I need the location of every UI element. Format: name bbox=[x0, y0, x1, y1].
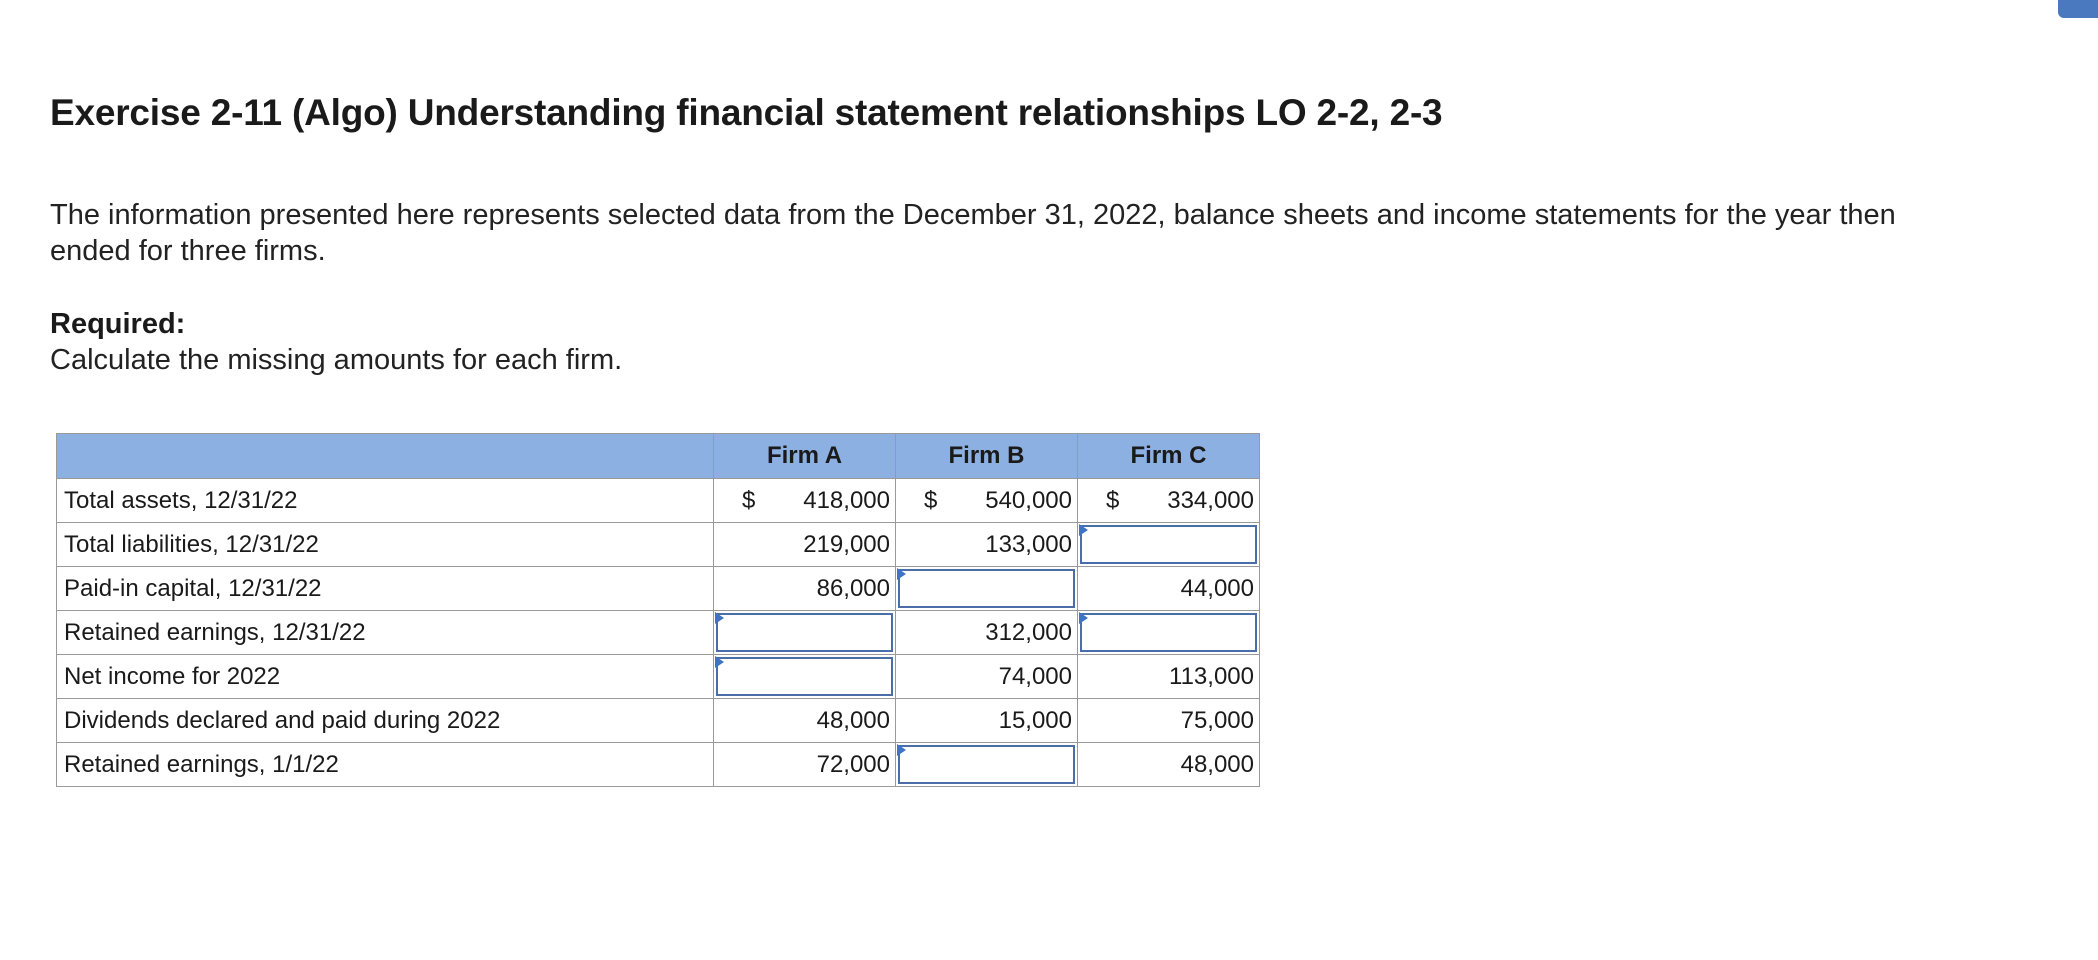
row-label: Net income for 2022 bbox=[57, 655, 714, 699]
header-firm-b: Firm B bbox=[896, 434, 1078, 479]
firm-b-retained-earnings-end: 312,000 bbox=[896, 611, 1078, 655]
firm-c-retained-earnings-end-input[interactable] bbox=[1080, 613, 1257, 652]
exercise-title: Exercise 2-11 (Algo) Understanding financial statement relationships LO 2-2, 2-3 bbox=[50, 92, 1443, 133]
firm-c-retained-earnings-end-cell bbox=[1078, 611, 1260, 655]
firm-b-total-liabilities: 133,000 bbox=[896, 523, 1078, 567]
firm-c-total-liabilities-input[interactable] bbox=[1080, 525, 1257, 564]
firm-a-dividends: 48,000 bbox=[714, 699, 896, 743]
required-text: Calculate the missing amounts for each firm. bbox=[50, 344, 623, 376]
firm-b-net-income: 74,000 bbox=[896, 655, 1078, 699]
row-label: Total liabilities, 12/31/22 bbox=[57, 523, 714, 567]
row-label: Retained earnings, 12/31/22 bbox=[57, 611, 714, 655]
firm-a-net-income-cell bbox=[714, 655, 896, 699]
required-label: Required: bbox=[50, 308, 186, 340]
financial-data-table bbox=[56, 433, 1260, 787]
intro-paragraph: The information presented here represents selected data from the December 31, 2022, balance sheets and income statements for the year then ended for three firms. bbox=[50, 199, 1896, 267]
firm-b-retained-earnings-begin-input[interactable] bbox=[898, 745, 1075, 784]
firm-b-paid-in-capital-input[interactable] bbox=[898, 569, 1075, 608]
firm-a-total-assets bbox=[714, 479, 896, 523]
table-row bbox=[57, 479, 1260, 523]
currency-symbol: $ bbox=[742, 486, 756, 514]
header-firm-c: Firm C bbox=[1078, 434, 1260, 479]
header-firm-a: Firm A bbox=[714, 434, 896, 479]
firm-c-total-assets bbox=[1078, 479, 1260, 523]
table-row bbox=[57, 699, 1260, 743]
firm-a-retained-earnings-end-input[interactable] bbox=[716, 613, 893, 652]
firm-c-total-liabilities-cell bbox=[1078, 523, 1260, 567]
table-row bbox=[57, 743, 1260, 787]
firm-b-paid-in-capital-cell bbox=[896, 567, 1078, 611]
cell-value: 418,000 bbox=[803, 486, 890, 514]
flag-icon bbox=[897, 744, 906, 756]
row-label: Retained earnings, 1/1/22 bbox=[57, 743, 714, 787]
table-row bbox=[57, 655, 1260, 699]
firm-a-retained-earnings-begin: 72,000 bbox=[714, 743, 896, 787]
table-row bbox=[57, 567, 1260, 611]
cell-value: 334,000 bbox=[1167, 486, 1254, 514]
currency-symbol: $ bbox=[1106, 486, 1120, 514]
firm-b-dividends: 15,000 bbox=[896, 699, 1078, 743]
firm-c-net-income: 113,000 bbox=[1078, 655, 1260, 699]
firm-b-retained-earnings-begin-cell bbox=[896, 743, 1078, 787]
table-header-row bbox=[57, 434, 1260, 479]
firm-c-dividends: 75,000 bbox=[1078, 699, 1260, 743]
header-blank bbox=[57, 434, 714, 479]
firm-a-retained-earnings-end-cell bbox=[714, 611, 896, 655]
row-label: Dividends declared and paid during 2022 bbox=[57, 699, 714, 743]
table-row bbox=[57, 523, 1260, 567]
flag-icon bbox=[897, 568, 906, 580]
firm-c-paid-in-capital: 44,000 bbox=[1078, 567, 1260, 611]
flag-icon bbox=[715, 612, 724, 624]
row-label: Total assets, 12/31/22 bbox=[57, 479, 714, 523]
flag-icon bbox=[715, 656, 724, 668]
firm-c-retained-earnings-begin: 48,000 bbox=[1078, 743, 1260, 787]
cell-value: 540,000 bbox=[985, 486, 1072, 514]
row-label: Paid-in capital, 12/31/22 bbox=[57, 567, 714, 611]
firm-a-total-liabilities: 219,000 bbox=[714, 523, 896, 567]
firm-a-paid-in-capital: 86,000 bbox=[714, 567, 896, 611]
flag-icon bbox=[1079, 524, 1088, 536]
firm-b-total-assets bbox=[896, 479, 1078, 523]
corner-tab[interactable] bbox=[2058, 0, 2098, 18]
flag-icon bbox=[1079, 612, 1088, 624]
firm-a-net-income-input[interactable] bbox=[716, 657, 893, 696]
table-row bbox=[57, 611, 1260, 655]
currency-symbol: $ bbox=[924, 486, 938, 514]
